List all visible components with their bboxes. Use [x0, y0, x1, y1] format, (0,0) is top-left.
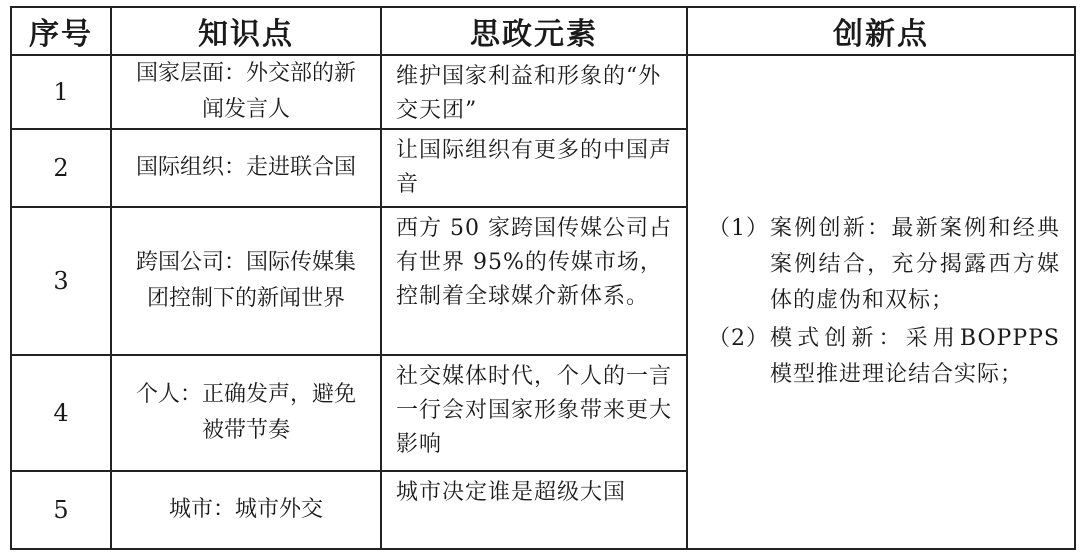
ideology-element: 让国际组织有更多的中国声音	[381, 129, 687, 207]
innovation-item	[708, 211, 1060, 319]
knowledge-point: 城市：城市外交	[111, 471, 381, 549]
innovation-cell	[687, 55, 1075, 549]
header-knowledge: 知识点	[111, 7, 381, 55]
header-element: 思政元素	[381, 7, 687, 55]
knowledge-point: 跨国公司：国际传媒集团控制下的新闻世界	[111, 207, 381, 355]
header-seq: 序号	[11, 7, 111, 55]
knowledge-point: 个人：正确发声，避免被带节奏	[111, 355, 381, 471]
innovation-text: 案例创新：最新案例和经典案例结合，充分揭露西方媒体的虚伪和双标；	[770, 216, 1060, 313]
row-number: 4	[11, 355, 111, 471]
innovation-marker: （1）	[708, 216, 769, 241]
ideology-element: 西方 50 家跨国传媒公司占有世界 95%的传媒市场，控制着全球媒介新体系。	[381, 207, 687, 355]
ideology-element: 社交媒体时代，个人的一言一行会对国家形象带来更大影响	[381, 355, 687, 471]
knowledge-point: 国际组织：走进联合国	[111, 129, 381, 207]
knowledge-point: 国家层面：外交部的新闻发言人	[111, 55, 381, 129]
header-innovation: 创新点	[687, 7, 1075, 55]
ideology-innovation-table	[10, 6, 1076, 550]
header-row	[11, 7, 1075, 55]
ideology-element: 城市决定谁是超级大国	[381, 471, 687, 549]
row-number: 1	[11, 55, 111, 129]
row-number: 3	[11, 207, 111, 355]
innovation-item	[708, 321, 1060, 393]
ideology-element: 维护国家利益和形象的“外交天团”	[381, 55, 687, 129]
row-number: 2	[11, 129, 111, 207]
innovation-marker: （2）	[708, 326, 769, 351]
innovation-text: 模式创新：采用BOPPPS 模型推进理论结合实际；	[770, 326, 1060, 387]
table-row	[11, 55, 1075, 129]
row-number: 5	[11, 471, 111, 549]
